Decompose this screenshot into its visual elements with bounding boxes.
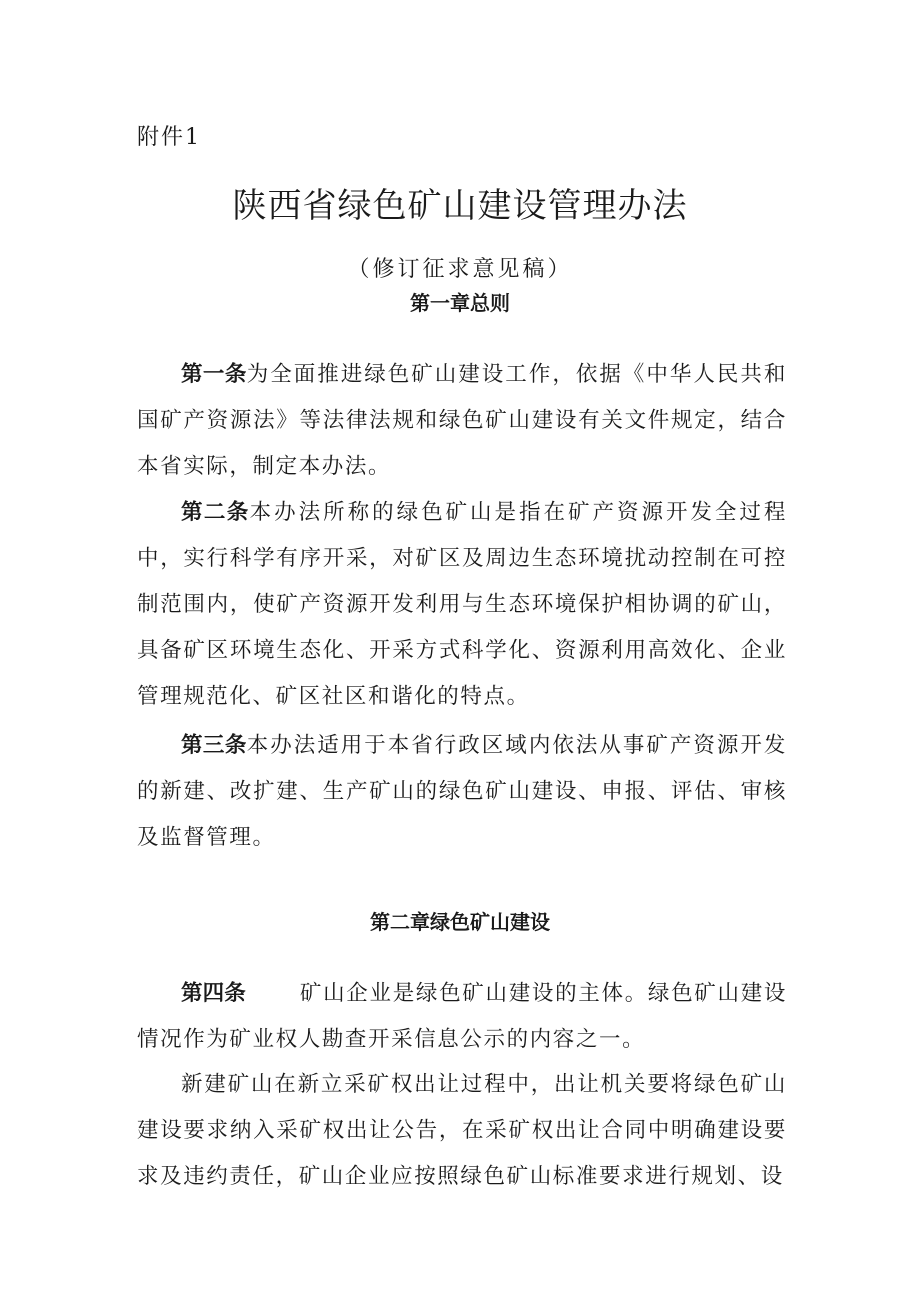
article-text: 矿山企业是绿色矿山建设的主体。绿色矿山建设情况作为矿业权人勘查开采信息公示的内容之一。 [137,981,787,1052]
article-paragraph [137,723,787,861]
chapter-heading: 第一章总则 [410,291,510,315]
chapter-heading: 第二章绿色矿山建设 [370,910,550,934]
body-paragraph: 新建矿山在新立采矿权出让过程中，出让机关要将绿色矿山建设要求纳入采矿权出让公告，在采矿权出让合同中明确建设要求及违约责任，矿山企业应按照绿色矿山标准要求进行规划、设 [137,1072,787,1189]
document-subtitle: （修订征求意见稿） [347,257,573,282]
article-label: 第一条 [181,362,247,387]
article-text: 为全面推进绿色矿山建设工作，依据《中华人民共和国矿产资源法》等法律法规和绿色矿山建设有关文件规定，结合本省实际，制定本办法。 [137,362,787,479]
article-label: 第三条 [181,733,247,758]
article-text: 本办法适用于本省行政区域内依法从事矿产资源开发的新建、改扩建、生产矿山的绿色矿山建设、申报、评估、审核及监督管理。 [137,733,787,850]
article-label: 第四条 [181,981,246,1006]
article-paragraph [137,971,787,1063]
document-title: 陕西省绿色矿山建设管理办法 [232,186,688,226]
attachment-label: 附件1 [137,125,201,150]
article-paragraph [137,490,787,720]
article-text: 本办法所称的绿色矿山是指在矿产资源开发全过程中，实行科学有序开采，对矿区及周边生态环境扰动控制在可控制范围内，使矿产资源开发利用与生态环境保护相协调的矿山，具备矿区环境生态化、开采方式科学化、资源利用高效化、企业管理规范化、矿区社区和谐化的特点。 [137,500,787,709]
article-label: 第二条 [181,500,250,525]
article-paragraph [137,352,787,490]
